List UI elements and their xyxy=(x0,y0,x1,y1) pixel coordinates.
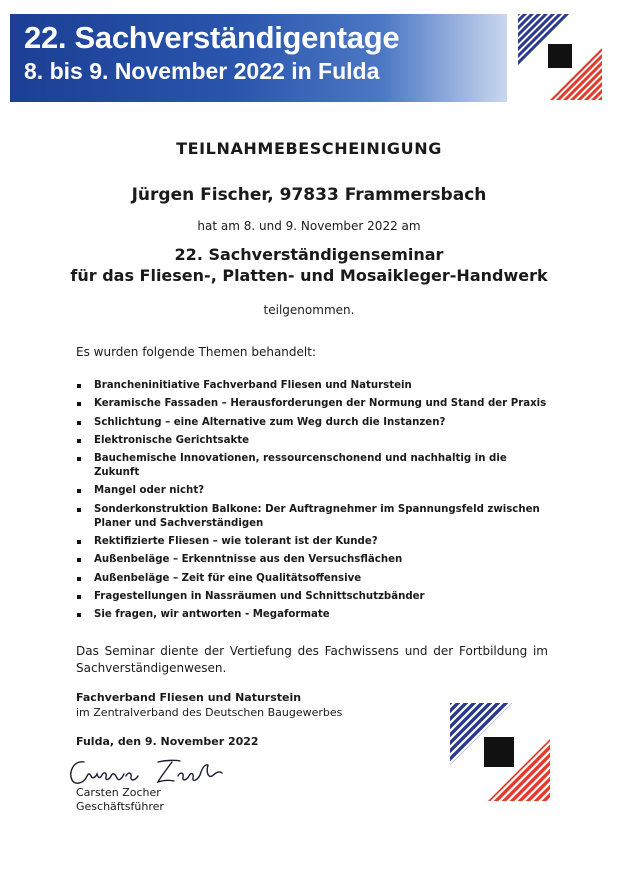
bullet-icon xyxy=(77,489,81,493)
organization-subtitle: im Zentralverband des Deutschen Baugewerbes xyxy=(76,706,343,719)
topic-text: Außenbeläge – Zeit für eine Qualitätsoffensive xyxy=(94,572,362,584)
list-item xyxy=(76,608,554,622)
list-item xyxy=(76,484,554,498)
topics-list xyxy=(76,379,554,627)
list-item xyxy=(76,379,554,393)
bullet-icon xyxy=(77,558,81,562)
list-item xyxy=(76,452,554,480)
organization-name: Fachverband Fliesen und Naturstein xyxy=(76,691,302,704)
bullet-icon xyxy=(77,508,81,512)
topic-text: Sonderkonstruktion Balkone: Der Auftragnehmer im Spannungsfeld zwischen Planer und Sachverständigen xyxy=(94,503,540,529)
participation-confirmation: teilgenommen. xyxy=(263,303,355,317)
topic-text: Keramische Fassaden – Herausforderungen der Normung und Stand der Praxis xyxy=(94,398,547,410)
seminar-title: 22. Sachverständigenseminar xyxy=(174,245,444,264)
bullet-icon xyxy=(77,595,81,599)
topic-text: Bauchemische Innovationen, ressourcenschonend und nachhaltig in die Zukunft xyxy=(94,453,507,479)
conclusion-text: Das Seminar diente der Vertiefung des Fachwissens und der Fortbildung im Sachverständigenwesen. xyxy=(76,644,548,675)
topic-text: Brancheninitiative Fachverband Fliesen und Naturstein xyxy=(94,380,412,391)
event-title: 22. Sachverständigentage xyxy=(24,20,400,55)
list-item xyxy=(76,434,554,448)
topic-text: Rektifizierte Fliesen – wie tolerant ist der Kunde? xyxy=(94,536,378,548)
attendance-text: hat am 8. und 9. November 2022 am xyxy=(197,219,421,233)
list-item xyxy=(76,553,554,567)
event-banner xyxy=(10,14,507,102)
bullet-icon xyxy=(77,402,81,406)
bullet-icon xyxy=(77,421,81,425)
bullet-icon xyxy=(77,540,81,544)
topic-text: Sie fragen, wir antworten - Megaformate xyxy=(94,609,330,621)
stripe-logo xyxy=(450,703,550,801)
list-item xyxy=(76,572,554,586)
event-dates: 8. bis 9. November 2022 in Fulda xyxy=(24,58,380,84)
topic-text: Außenbeläge – Erkenntnisse aus den Versuchsflächen xyxy=(94,554,403,566)
list-item xyxy=(76,535,554,549)
bullet-icon xyxy=(77,439,81,443)
topic-text: Elektronische Gerichtsakte xyxy=(94,434,250,446)
topic-text: Mangel oder nicht? xyxy=(94,485,205,497)
bullet-icon xyxy=(77,577,81,581)
document-title: TEILNAHMEBESCHEINIGUNG xyxy=(176,139,442,158)
list-item xyxy=(76,590,554,604)
bullet-icon xyxy=(77,384,81,388)
topic-text: Fragestellungen in Nassräumen und Schnittschutzbänder xyxy=(94,590,425,602)
bullet-icon xyxy=(77,457,81,461)
list-item xyxy=(76,503,554,531)
stripe-logo xyxy=(518,14,602,100)
list-item xyxy=(76,416,554,430)
signer-role: Geschäftsführer xyxy=(76,800,164,813)
topic-text: Schlichtung – eine Alternative zum Weg durch die Instanzen? xyxy=(94,416,446,428)
bullet-icon xyxy=(77,613,81,617)
topics-intro: Es wurden folgende Themen behandelt: xyxy=(76,345,316,359)
list-item xyxy=(76,397,554,411)
place-and-date: Fulda, den 9. November 2022 xyxy=(76,735,259,748)
signer-name: Carsten Zocher xyxy=(76,786,161,799)
seminar-subtitle: für das Fliesen-, Platten- und Mosaikleger-Handwerk xyxy=(70,266,548,285)
participant-name: Jürgen Fischer, 97833 Frammersbach xyxy=(131,185,487,205)
